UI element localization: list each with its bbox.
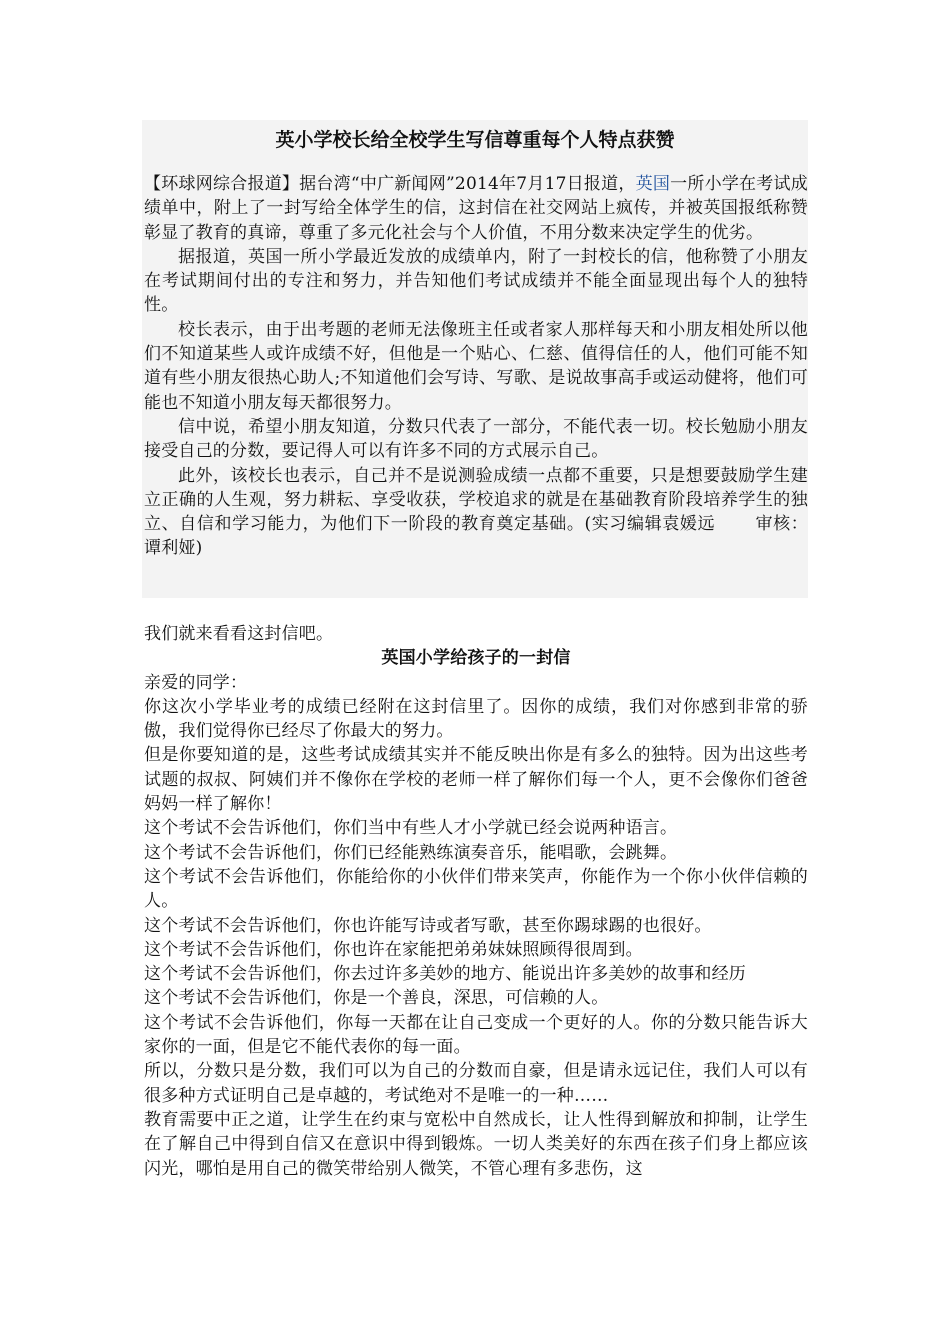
article-paragraph-4: 信中说，希望小朋友知道，分数只代表了一部分，不能代表一切。校长勉励小朋友接受自己的分数，要记得人可以有许多不同的方式展示自己。 (144, 416, 808, 462)
letter-line: 但是你要知道的是，这些考试成绩其实并不能反映出你是有多么的独特。因为出这些考试题的叔叔、阿姨们并不像你在学校的老师一样了解你们每一个人，更不会像你们爸爸妈妈一样了解你！ (144, 745, 808, 815)
letter-section (144, 622, 808, 1181)
letter-title: 英国小学给孩子的一封信 (381, 648, 571, 669)
letter-line: 这个考试不会告诉他们，你们当中有些人才小学就已经会说两种语言。 (144, 818, 678, 839)
article-paragraph-1-prefix: 【环球网综合报道】据台湾“中广新闻网”2014年7月17日报道， (144, 174, 636, 194)
article-paragraph-1 (144, 172, 808, 245)
letter-line: 所以，分数只是分数，我们可以为自己的分数而自豪，但是请永远记住，我们人可以有很多种方式证明自己是卓越的，考试绝对不是唯一的一种…… (144, 1061, 808, 1106)
article-paragraph-3: 校长表示，由于出考题的老师无法像班主任或者家人那样每天和小朋友相处所以他们不知道某些人或许成绩不好，但他是一个贴心、仁慈、值得信任的人，他们可能不知道有些小朋友很热心助人;不知道他们会写诗、写歌、是说故事高手或运动健将，他们可能也不知道小朋友每天都很努力。 (144, 319, 808, 413)
letter-line: 亲爱的同学： (144, 672, 248, 693)
news-article-body (144, 172, 808, 561)
letter-line: 这个考试不会告诉他们，你也许能写诗或者写歌，甚至你踢球踢的也很好。 (144, 915, 712, 936)
article-paragraph-2: 据报道，英国一所小学最近发放的成绩单内，附了一封校长的信，他称赞了小朋友在考试期间付出的专注和努力，并告知他们考试成绩并不能全面显现出每个人的独特性。 (144, 246, 808, 316)
article-paragraph-5 (144, 464, 808, 561)
article-title: 英小学校长给全校学生写信尊重每个人特点获赞 (275, 129, 675, 151)
letter-line: 这个考试不会告诉他们，你们已经能熟练演奏音乐，能唱歌，会跳舞。 (144, 842, 678, 863)
article-paragraph-5-main: 此外，该校长也表示，自己并不是说测验成绩一点都不重要，只是想要鼓励学生建立正确的人生观，努力耕耘、享受收获，学校追求的就是在基础教育阶段培养学生的独立、自信和学习能力，为他们下一阶段的教育奠定基础。(实习编辑袁媛远 (144, 465, 808, 535)
editor-review-credit: 审核：谭利娅) (144, 514, 808, 559)
letter-line: 教育需要中正之道，让学生在约束与宽松中自然成长，让人性得到解放和抑制，让学生在了解自己中得到自信又在意识中得到锻炼。一切人类美好的东西在孩子们身上都应该闪光，哪怕是用自己的微笑带给别人微笑，不管心理有多悲伤，这 (144, 1109, 808, 1179)
letter-line: 这个考试不会告诉他们，你每一天都在让自己变成一个更好的人。你的分数只能告诉大家你的一面，但是它不能代表你的每一面。 (144, 1012, 808, 1058)
letter-line: 这个考试不会告诉他们，你也许在家能把弟弟妹妹照顾得很周到。 (144, 939, 643, 960)
article-paragraph-1-rest: 一所小学在考试成绩单中，附上了一封写给全体学生的信，这封信在社交网站上疯传，并被英国报纸称赞彰显了教育的真谛，尊重了多元化社会与个人价值，不用分数来决定学生的优劣。 (144, 174, 808, 243)
letter-line: 这个考试不会告诉他们，你去过许多美妙的地方、能说出许多美妙的故事和经历 (144, 964, 746, 985)
letter-intro: 我们就来看看这封信吧。 (144, 624, 334, 644)
uk-link[interactable]: 英国 (635, 174, 671, 194)
letter-line: 这个考试不会告诉他们，你能给你的小伙伴们带来笑声，你能作为一个你小伙伴信赖的人。 (144, 866, 808, 912)
letter-line: 这个考试不会告诉他们，你是一个善良，深思，可信赖的人。 (144, 988, 609, 1009)
letter-line: 你这次小学毕业考的成绩已经附在这封信里了。因你的成绩，我们对你感到非常的骄傲，我们觉得你已经尽了你最大的努力。 (144, 696, 808, 742)
